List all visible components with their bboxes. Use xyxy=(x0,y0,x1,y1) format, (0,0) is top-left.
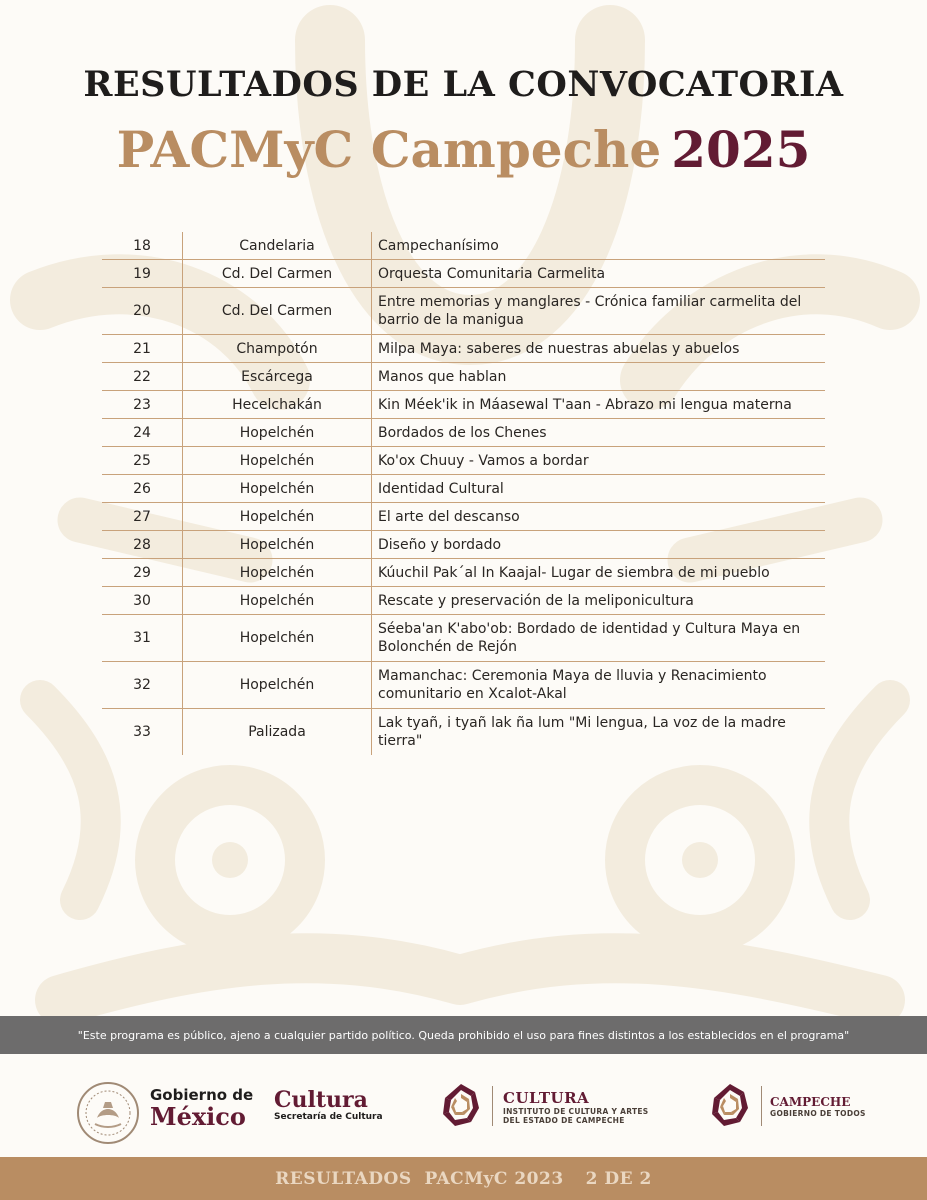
page-title-line2 xyxy=(0,120,927,179)
row-number: 21 xyxy=(102,335,183,363)
campeche-line1: CAMPECHE xyxy=(770,1095,851,1109)
row-proyecto: Manos que hablan xyxy=(372,363,826,391)
row-proyecto: Ko'ox Chuuy - Vamos a bordar xyxy=(372,447,826,475)
title-brand: PACMyC Campeche xyxy=(116,120,662,179)
campeche-gobierno-logo xyxy=(770,1095,866,1118)
disclaimer-text: "Este programa es público, ajeno a cualquier partido político. Queda prohibido el uso para fines distintos a los establecidos en el programa" xyxy=(77,1028,850,1042)
table-row xyxy=(102,260,825,288)
instituto-line1: CULTURA xyxy=(503,1089,590,1107)
row-proyecto: Diseño y bordado xyxy=(372,531,826,559)
table-row xyxy=(102,475,825,503)
row-number: 18 xyxy=(102,232,183,260)
row-municipio: Cd. Del Carmen xyxy=(183,288,372,335)
row-number: 32 xyxy=(102,662,183,709)
table-row xyxy=(102,615,825,662)
row-number: 25 xyxy=(102,447,183,475)
row-municipio: Palizada xyxy=(183,709,372,756)
footer-page-number: 2 DE 2 xyxy=(585,1168,652,1189)
row-proyecto: Entre memorias y manglares - Crónica familiar carmelita del barrio de la manigua xyxy=(372,288,826,335)
table-row xyxy=(102,503,825,531)
row-number: 26 xyxy=(102,475,183,503)
row-municipio: Cd. Del Carmen xyxy=(183,260,372,288)
row-municipio: Hopelchén xyxy=(183,587,372,615)
row-municipio: Hopelchén xyxy=(183,475,372,503)
escudo-nacional-seal-icon xyxy=(75,1080,141,1146)
row-municipio: Hopelchén xyxy=(183,503,372,531)
secretaria-cultura-logo xyxy=(274,1088,383,1122)
campeche-mark-icon xyxy=(706,1082,754,1130)
instituto-cultura-logo xyxy=(503,1090,649,1125)
row-proyecto: Rescate y preservación de la meliponicultura xyxy=(372,587,826,615)
footer-label: RESULTADOS PACMyC 2023 xyxy=(275,1168,564,1189)
row-proyecto: Milpa Maya: saberes de nuestras abuelas y abuelos xyxy=(372,335,826,363)
instituto-cultura-mark-icon xyxy=(437,1082,485,1130)
row-proyecto: Orquesta Comunitaria Carmelita xyxy=(372,260,826,288)
row-proyecto: Bordados de los Chenes xyxy=(372,419,826,447)
table-row xyxy=(102,559,825,587)
row-proyecto: Campechanísimo xyxy=(372,232,826,260)
page-title-line1: RESULTADOS DE LA CONVOCATORIA xyxy=(83,64,844,105)
table-row xyxy=(102,363,825,391)
row-municipio: Hopelchén xyxy=(183,615,372,662)
row-number: 27 xyxy=(102,503,183,531)
table-row xyxy=(102,447,825,475)
row-number: 23 xyxy=(102,391,183,419)
row-municipio: Hopelchén xyxy=(183,559,372,587)
table-row xyxy=(102,419,825,447)
row-municipio: Hopelchén xyxy=(183,531,372,559)
row-municipio: Escárcega xyxy=(183,363,372,391)
row-number: 19 xyxy=(102,260,183,288)
disclaimer-bar xyxy=(0,1016,927,1054)
table-row xyxy=(102,531,825,559)
table-row xyxy=(102,662,825,709)
instituto-line2: INSTITUTO DE CULTURA Y ARTES xyxy=(503,1107,649,1116)
campeche-line2: GOBIERNO DE TODOS xyxy=(770,1109,866,1118)
row-municipio: Candelaria xyxy=(183,232,372,260)
table-row xyxy=(102,288,825,335)
table-row xyxy=(102,709,825,756)
table-row xyxy=(102,335,825,363)
results-table xyxy=(102,232,825,755)
cultura-sec-line2: Secretaría de Cultura xyxy=(274,1112,383,1122)
footer-bar xyxy=(0,1157,927,1200)
row-municipio: Hopelchén xyxy=(183,447,372,475)
table-row xyxy=(102,232,825,260)
row-proyecto: Séeba'an K'abo'ob: Bordado de identidad y Cultura Maya en Bolonchén de Rejón xyxy=(372,615,826,662)
row-proyecto: El arte del descanso xyxy=(372,503,826,531)
instituto-line3: DEL ESTADO DE CAMPECHE xyxy=(503,1116,625,1125)
row-number: 33 xyxy=(102,709,183,756)
row-number: 29 xyxy=(102,559,183,587)
row-proyecto: Mamanchac: Ceremonia Maya de lluvia y Renacimiento comunitario en Xcalot-Akal xyxy=(372,662,826,709)
row-municipio: Hopelchén xyxy=(183,662,372,709)
gobierno-de-mexico-logo xyxy=(150,1086,253,1130)
row-number: 31 xyxy=(102,615,183,662)
gobierno-line2: México xyxy=(150,1102,246,1131)
row-number: 30 xyxy=(102,587,183,615)
table-row xyxy=(102,587,825,615)
row-municipio: Hopelchén xyxy=(183,419,372,447)
row-number: 20 xyxy=(102,288,183,335)
row-number: 28 xyxy=(102,531,183,559)
table-row xyxy=(102,391,825,419)
row-proyecto: Kin Méek'ik in Máasewal T'aan - Abrazo mi lengua materna xyxy=(372,391,826,419)
row-proyecto: Identidad Cultural xyxy=(372,475,826,503)
cultura-sec-line1: Cultura xyxy=(274,1087,368,1113)
logo-divider xyxy=(761,1086,762,1126)
row-number: 24 xyxy=(102,419,183,447)
row-municipio: Champotón xyxy=(183,335,372,363)
logo-divider xyxy=(492,1086,493,1126)
logos-strip xyxy=(0,1070,927,1150)
row-proyecto: Lak tyañ, i tyañ lak ña lum "Mi lengua, La voz de la madre tierra" xyxy=(378,715,786,749)
row-proyecto: Kúuchil Pak´al In Kaajal- Lugar de siembra de mi pueblo xyxy=(372,559,826,587)
gobierno-line1: Gobierno de xyxy=(150,1086,254,1104)
title-year: 2025 xyxy=(671,120,811,179)
row-municipio: Hecelchakán xyxy=(183,391,372,419)
row-number: 22 xyxy=(102,363,183,391)
